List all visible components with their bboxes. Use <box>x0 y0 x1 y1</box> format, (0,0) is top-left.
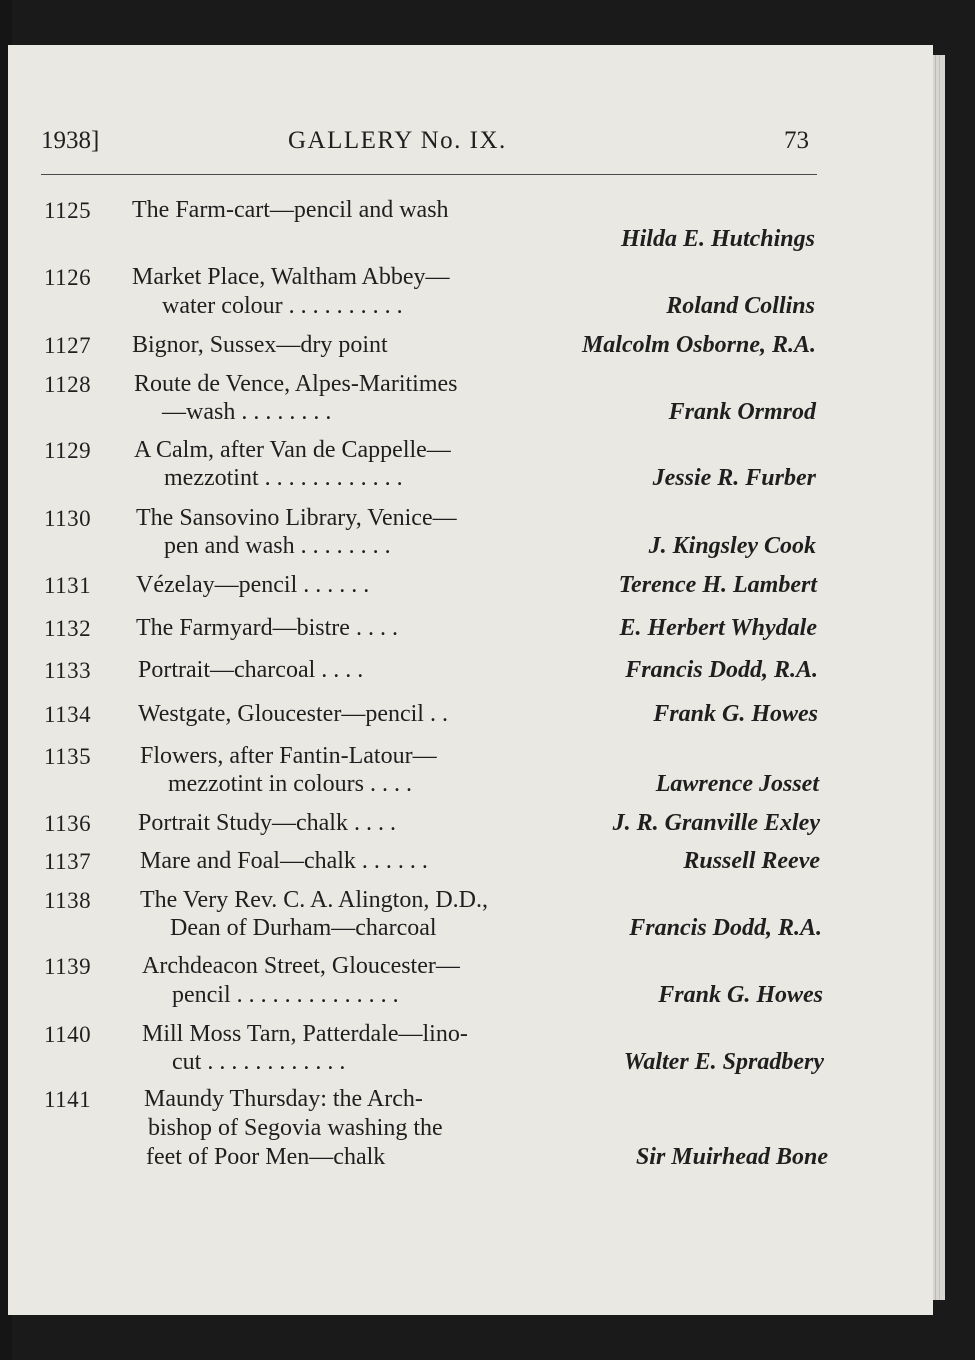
entry-artist: Roland Collins <box>666 293 815 319</box>
entry-title-cont: mezzotint in colours . . . . <box>168 771 412 797</box>
catalogue-page <box>8 45 933 1315</box>
entry-number: 1135 <box>44 744 92 769</box>
entry-artist: Walter E. Spradbery <box>623 1049 824 1075</box>
entry-title: Market Place, Waltham Abbey— <box>132 264 450 290</box>
entry-number: 1141 <box>44 1087 92 1112</box>
header-title: GALLERY No. IX. <box>288 127 507 154</box>
entry-artist: Frank Ormrod <box>668 399 816 425</box>
entry-artist: Francis Dodd, R.A. <box>625 657 818 683</box>
entry-number: 1138 <box>44 888 92 913</box>
entry-number: 1132 <box>44 616 92 641</box>
entry-title-cont: cut . . . . . . . . . . . . <box>172 1049 346 1075</box>
entry-number: 1131 <box>44 573 92 598</box>
entry-title-cont: bishop of Segovia washing the <box>148 1115 443 1141</box>
entry-artist: Terence H. Lambert <box>618 572 817 598</box>
entry-title: Route de Vence, Alpes-Maritimes <box>134 371 458 397</box>
entry-title: The Sansovino Library, Venice— <box>136 505 457 531</box>
entry-title: Mare and Foal—chalk . . . . . . <box>140 848 428 874</box>
entry-artist: Russell Reeve <box>683 848 820 874</box>
entry-title: Maundy Thursday: the Arch- <box>144 1086 423 1112</box>
entry-artist: Malcolm Osborne, R.A. <box>581 332 816 358</box>
entry-artist: Hilda E. Hutchings <box>620 226 815 252</box>
entry-title: Portrait—charcoal . . . . <box>138 657 364 683</box>
entry-title-cont: Dean of Durham—charcoal <box>170 915 437 941</box>
entry-title: Mill Moss Tarn, Patterdale—lino- <box>142 1021 468 1047</box>
entry-title: The Very Rev. C. A. Alington, D.D., <box>140 887 488 913</box>
entry-artist: Jessie R. Furber <box>652 465 816 491</box>
entry-artist: E. Herbert Whydale <box>619 615 817 641</box>
entry-title-cont: mezzotint . . . . . . . . . . . . <box>164 465 403 491</box>
entry-title-cont: pen and wash . . . . . . . . <box>164 533 391 559</box>
entry-title-cont: —wash . . . . . . . . <box>162 399 332 425</box>
entry-number: 1127 <box>44 333 92 358</box>
entry-number: 1133 <box>44 658 92 683</box>
running-header <box>8 127 933 167</box>
entry-number: 1129 <box>44 438 92 463</box>
entry-artist: Lawrence Josset <box>655 771 819 797</box>
entry-title-cont: feet of Poor Men—chalk <box>146 1144 386 1170</box>
entry-title: Portrait Study—chalk . . . . <box>138 810 396 836</box>
entry-number: 1140 <box>44 1022 92 1047</box>
entry-number: 1134 <box>44 702 92 727</box>
entry-artist: Francis Dodd, R.A. <box>629 915 822 941</box>
entry-title: A Calm, after Van de Cappelle— <box>134 437 451 463</box>
header-year: 1938] <box>41 127 100 154</box>
header-rule <box>41 174 817 175</box>
entry-number: 1136 <box>44 811 92 836</box>
entry-title: Flowers, after Fantin-Latour— <box>140 743 437 769</box>
entry-title: Bignor, Sussex—dry point <box>132 332 388 358</box>
entry-number: 1139 <box>44 954 92 979</box>
entry-number: 1125 <box>44 198 92 223</box>
entry-title: The Farmyard—bistre . . . . <box>136 615 398 641</box>
entry-title: Vézelay—pencil . . . . . . <box>136 572 370 598</box>
entry-artist: Frank G. Howes <box>658 982 823 1008</box>
entry-title: The Farm-cart—pencil and wash <box>132 197 449 223</box>
entry-number: 1130 <box>44 506 92 531</box>
entry-title-cont: water colour . . . . . . . . . . <box>162 293 403 319</box>
entry-number: 1137 <box>44 849 92 874</box>
entry-artist: Frank G. Howes <box>653 701 818 727</box>
entry-number: 1128 <box>44 372 92 397</box>
entry-title-cont: pencil . . . . . . . . . . . . . . <box>172 982 399 1008</box>
entry-artist: J. R. Granville Exley <box>612 810 820 836</box>
entry-title: Westgate, Gloucester—pencil . . <box>138 701 448 727</box>
page-number: 73 <box>784 127 809 154</box>
entry-title: Archdeacon Street, Gloucester— <box>142 953 460 979</box>
entry-artist: J. Kingsley Cook <box>648 533 816 559</box>
entry-artist: Sir Muirhead Bone <box>635 1144 828 1170</box>
entry-number: 1126 <box>44 265 92 290</box>
